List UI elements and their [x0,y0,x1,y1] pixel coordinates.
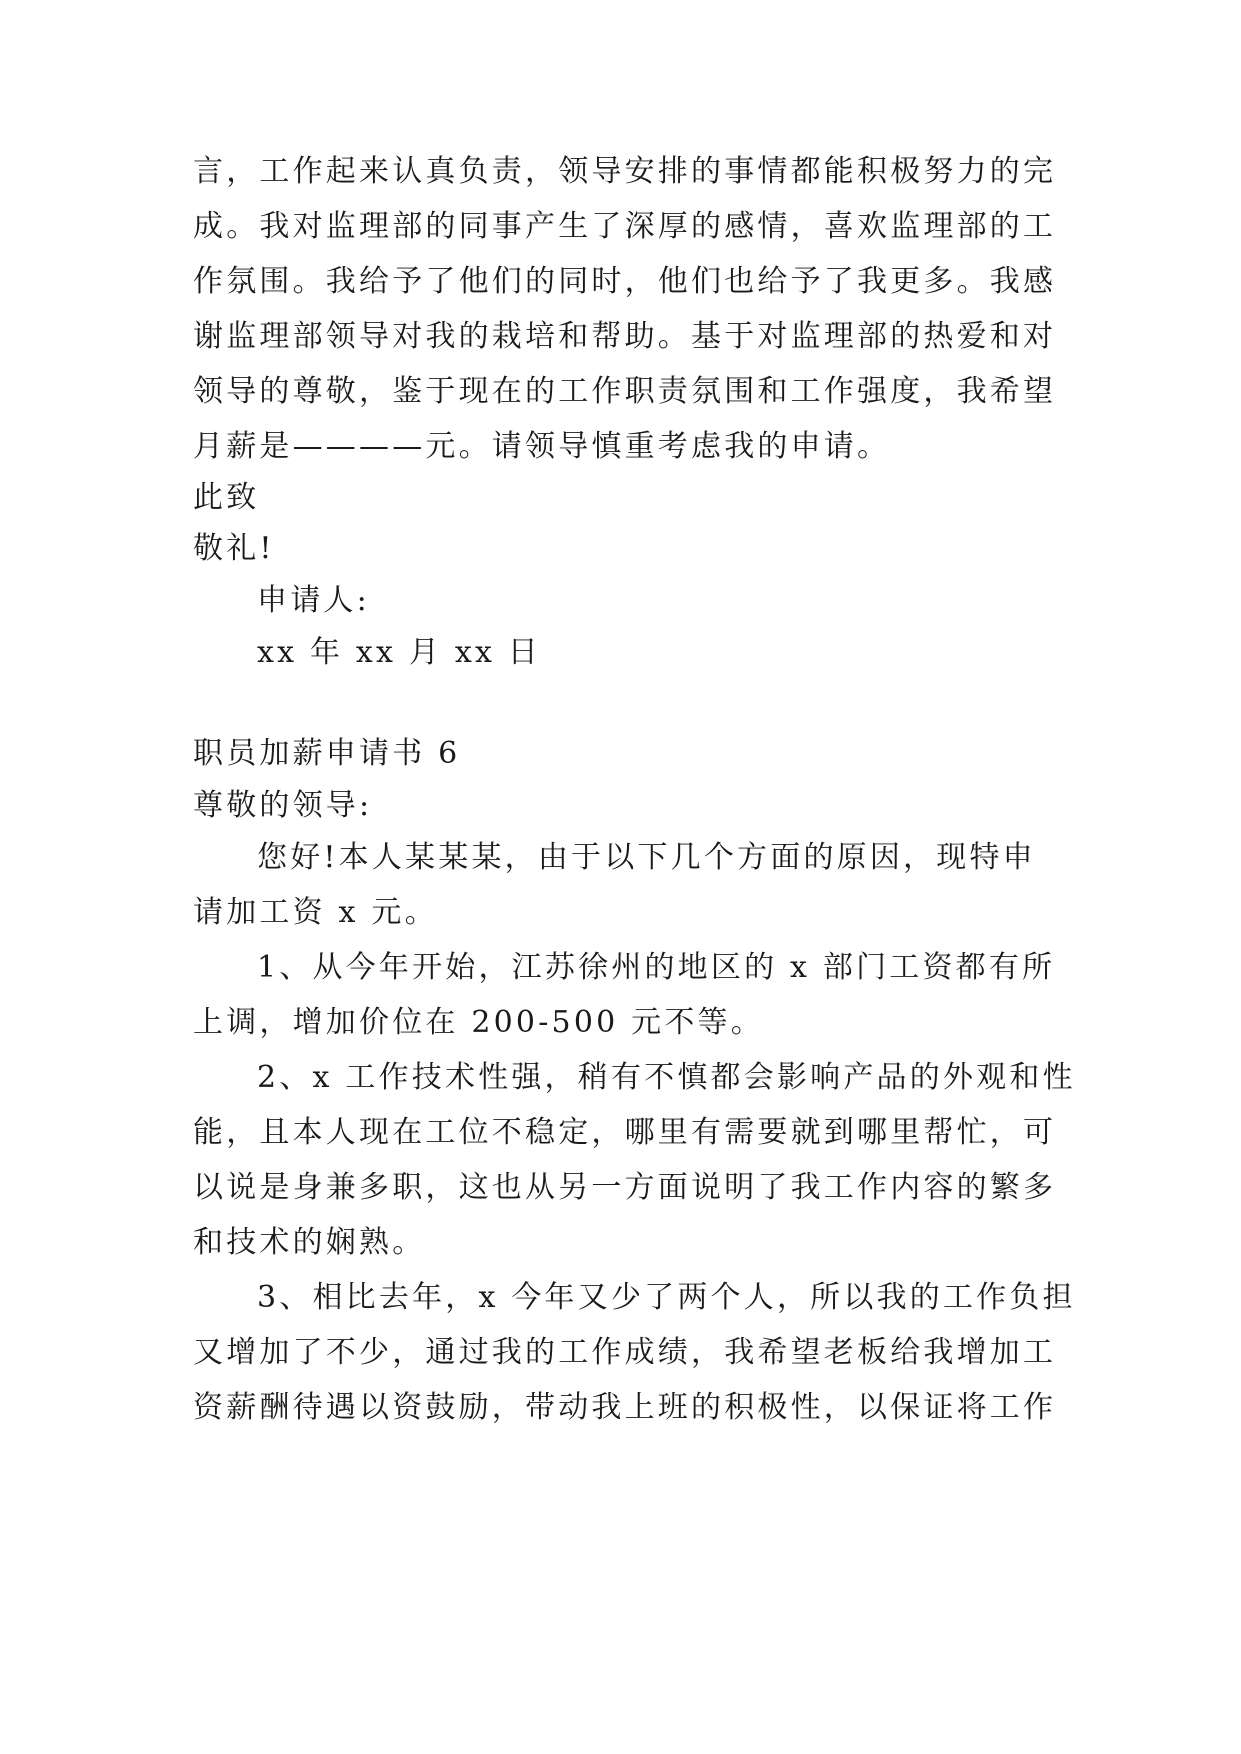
section-title: 职员加薪申请书 6 [193,736,461,771]
body-text-line: 谢监理部领导对我的栽培和帮助。基于对监理部的热爱和对 [193,319,1057,354]
body-text-line: 言，工作起来认真负责，领导安排的事情都能积极努力的完 [193,154,1057,189]
body-text-line: 能，且本人现在工位不稳定，哪里有需要就到哪里帮忙，可 [193,1115,1057,1150]
signature-date: xx 年 xx 月 xx 日 [257,635,541,670]
body-text-line: 和技术的娴熟。 [193,1225,426,1260]
body-text-line: 1、从今年开始，江苏徐州的地区的 x 部门工资都有所 [257,950,1056,985]
body-text-line: 2、x 工作技术性强，稍有不慎都会影响产品的外观和性 [257,1060,1076,1095]
closing-line: 敬礼! [193,531,275,566]
body-text-line: 3、相比去年，x 今年又少了两个人，所以我的工作负担 [257,1280,1076,1315]
signature-applicant: 申请人: [257,583,370,618]
body-text-line: 以说是身兼多职，这也从另一方面说明了我工作内容的繁多 [193,1170,1057,1205]
body-text-line: 上调，增加价位在 200-500 元不等。 [193,1005,764,1040]
closing-line: 此致 [193,480,260,515]
body-text-line: 您好!本人某某某，由于以下几个方面的原因，现特申 [257,840,1036,875]
body-text-line: 领导的尊敬，鉴于现在的工作职责氛围和工作强度，我希望 [193,374,1057,409]
body-text-line: 月薪是————元。请领导慎重考虑我的申请。 [193,429,891,464]
body-text-line: 又增加了不少，通过我的工作成绩，我希望老板给我增加工 [193,1335,1057,1370]
body-text-line: 资薪酬待遇以资鼓励，带动我上班的积极性，以保证将工作 [193,1390,1057,1425]
salutation: 尊敬的领导: [193,788,373,823]
body-text-line: 作氛围。我给予了他们的同时，他们也给予了我更多。我感 [193,264,1057,299]
body-text-line: 成。我对监理部的同事产生了深厚的感情，喜欢监理部的工 [193,209,1057,244]
body-text-line: 请加工资 x 元。 [193,895,438,930]
